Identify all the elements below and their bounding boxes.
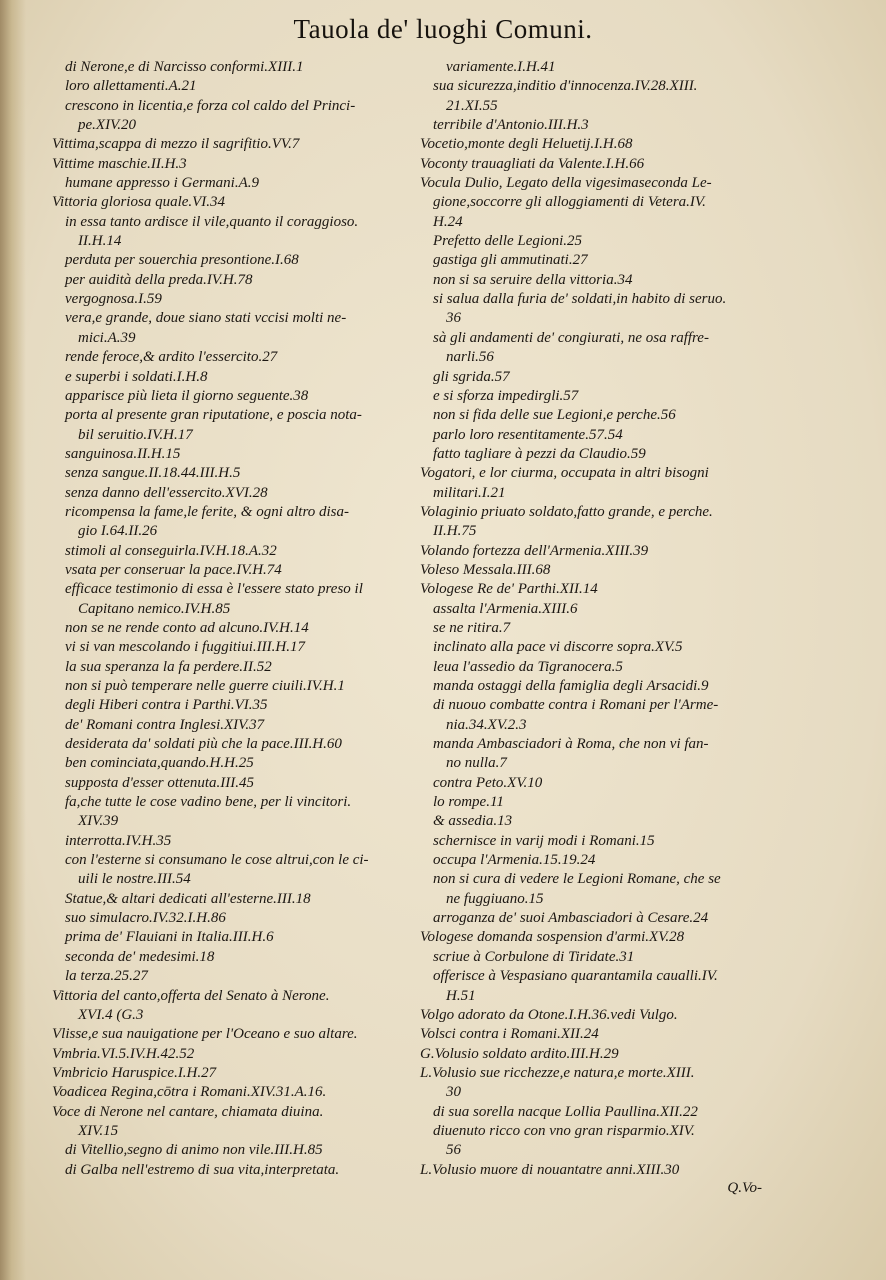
index-entry: la sua speranza la fa perdere.II.52 [65, 658, 272, 675]
catchword: Q.Vo- [727, 1180, 762, 1196]
index-entry: per auidità della preda.IV.H.78 [65, 271, 253, 288]
index-entry: uili le nostre.III.54 [78, 871, 191, 888]
index-entry: XVI.4 (G.3 [78, 1006, 144, 1023]
index-entry: la terza.25.27 [65, 968, 148, 985]
index-entry: contra Peto.XV.10 [433, 774, 543, 791]
index-entry: ricompensa la fame,le ferite, & ogni altro disa- [65, 503, 349, 520]
index-entry: humane appresso i Germani.A.9 [65, 175, 260, 192]
index-entry: lo rompe.11 [433, 794, 504, 811]
index-entry: manda ostaggi della famiglia degli Arsacidi.9 [433, 678, 709, 694]
index-entry: L.Volusio sue ricchezze,e natura,e morte.XIII. [420, 1064, 695, 1081]
index-entry: senza sangue.II.18.44.III.H.5 [65, 465, 241, 482]
index-entry: vi si van mescolando i fuggitiui.III.H.17 [65, 639, 305, 656]
index-entry: Voce di Nerone nel cantare, chiamata diuina. [52, 1103, 324, 1120]
index-entry: di Galba nell'estremo di sua vita,interpretata. [65, 1161, 340, 1178]
index-entry: di Nerone,e di Narcisso conformi.XIII.1 [65, 59, 304, 75]
index-entry: stimoli al conseguirla.IV.H.18.A.32 [65, 542, 277, 559]
index-entry: non si fida delle sue Legioni,e perche.56 [433, 407, 676, 424]
index-entry: Vittima,scappa di mezzo il sagrifitio.VV.7 [52, 136, 300, 153]
index-entry: Volgo adorato da Otone.I.H.36.vedi Vulgo. [420, 1006, 678, 1023]
index-entry: 21.XI.55 [446, 97, 498, 114]
index-entry: e superbi i soldati.I.H.8 [65, 368, 208, 385]
index-entry: non si può temperare nelle guerre ciuili.IV.H.1 [65, 678, 345, 694]
index-entry: Vmbricio Haruspice.I.H.27 [52, 1064, 217, 1081]
index-entry: sua sicurezza,inditio d'innocenza.IV.28.XIII. [433, 78, 698, 95]
index-entry: variamente.I.H.41 [446, 59, 556, 75]
index-entry: Volaginio priuato soldato,fatto grande, e perche. [420, 503, 713, 520]
index-entry: con l'esterne si consumano le cose altrui,con le ci- [65, 852, 369, 869]
index-entry: pe.XIV.20 [78, 117, 137, 134]
index-entry: Vittoria gloriosa quale.VI.34 [52, 194, 226, 211]
index-entry: di nuouo combatte contra i Romani per l'Arme- [433, 697, 719, 714]
index-entry: Capitano nemico.IV.H.85 [78, 600, 231, 617]
index-entry: II.H.14 [78, 233, 122, 250]
index-entry: Voconty trauagliati da Valente.I.H.66 [420, 155, 645, 172]
index-entry: non si cura di vedere le Legioni Romane, che se [433, 871, 721, 888]
index-entry: se ne ritira.7 [433, 619, 511, 636]
index-entry: scriue à Corbulone di Tiridate.31 [433, 948, 635, 965]
index-entry: in essa tanto ardisce il vile,quanto il coraggioso. [65, 213, 359, 230]
index-entry: schernisce in varij modi i Romani.15 [433, 832, 655, 849]
index-entry: supposta d'esser ottenuta.III.45 [65, 774, 255, 791]
index-entry: & assedia.13 [433, 813, 513, 830]
page-title: Tauola de' luoghi Comuni. [293, 14, 593, 44]
index-entry: non si sa seruire della vittoria.34 [433, 271, 633, 288]
index-entry: ben cominciata,quando.H.H.25 [65, 755, 254, 772]
index-entry: prima de' Flauiani in Italia.III.H.6 [65, 929, 274, 946]
index-entry: narli.56 [446, 349, 494, 366]
index-entry: leua l'assedio da Tigranocera.5 [433, 658, 623, 675]
index-entry: di sua sorella nacque Lollia Paullina.XII.22 [433, 1103, 698, 1120]
index-entry: Vologese Re de' Parthi.XII.14 [420, 581, 598, 598]
index-entry: senza danno dell'essercito.XVI.28 [65, 484, 268, 501]
index-entry: Vocetio,monte degli Heluetij.I.H.68 [420, 136, 633, 153]
index-entry: no nulla.7 [446, 755, 507, 772]
index-entry: interrotta.IV.H.35 [65, 832, 172, 849]
index-entry: L.Volusio muore di nouantatre anni.XIII.30 [420, 1161, 680, 1178]
index-entry: Voleso Messala.III.68 [420, 561, 551, 578]
index-entry: non se ne rende conto ad alcuno.IV.H.14 [65, 619, 309, 636]
index-entry: Volando fortezza dell'Armenia.XIII.39 [420, 542, 649, 559]
index-entry: Vocula Dulio, Legato della vigesimaseconda Le- [420, 175, 712, 192]
index-entry: 36 [446, 310, 461, 327]
index-entry: fatto tagliare à pezzi da Claudio.59 [433, 445, 646, 462]
index-entry: XIV.15 [78, 1122, 119, 1139]
index-entry: occupa l'Armenia.15.19.24 [433, 852, 596, 869]
index-entry: suo simulacro.IV.32.I.H.86 [65, 910, 226, 927]
index-entry: porta al presente gran riputatione, e poscia nota- [65, 407, 362, 424]
index-entry: gio I.64.II.26 [78, 523, 158, 540]
index-entry: Vogatori, e lor ciurma, occupata in altri bisogni [420, 465, 709, 482]
index-entry: gli sgrida.57 [433, 368, 510, 385]
index-entry: assalta l'Armenia.XIII.6 [433, 600, 578, 617]
index-entry: Prefetto delle Legioni.25 [433, 233, 582, 250]
index-entry: G.Volusio soldato ardito.III.H.29 [420, 1045, 619, 1062]
index-entry: e si sforza impedirgli.57 [433, 387, 579, 404]
index-entry: perduta per souerchia presontione.I.68 [65, 252, 299, 269]
index-entry: degli Hiberi contra i Parthi.VI.35 [65, 697, 268, 714]
index-entry: rende feroce,& ardito l'essercito.27 [65, 349, 278, 366]
index-entry: manda Ambasciadori à Roma, che non vi fan- [433, 736, 709, 753]
index-entry: Vmbria.VI.5.IV.H.42.52 [52, 1045, 195, 1062]
index-entry: loro allettamenti.A.21 [65, 78, 197, 95]
index-entry: nia.34.XV.2.3 [446, 716, 527, 733]
index-entry: si salua dalla furia de' soldati,in habito di seruo. [433, 291, 727, 308]
index-entry: desiderata da' soldati più che la pace.III.H.60 [65, 736, 342, 753]
index-entry: Vologese domanda sospension d'armi.XV.28 [420, 929, 685, 946]
binding-shadow [0, 0, 26, 1280]
index-entry: sanguinosa.II.H.15 [65, 445, 181, 462]
index-entry: terribile d'Antonio.III.H.3 [433, 117, 589, 134]
index-entry: Vittime maschie.II.H.3 [52, 155, 187, 172]
index-entry: 56 [446, 1142, 461, 1159]
index-column-left [52, 58, 412, 1180]
index-entry: H.51 [446, 987, 476, 1004]
index-entry: offerisce à Vespasiano quarantamila caualli.IV. [433, 968, 718, 985]
index-entry: arroganza de' suoi Ambasciadori à Cesare.24 [433, 910, 709, 927]
index-entry: gastiga gli ammutinati.27 [433, 252, 588, 269]
index-entry: inclinato alla pace vi discorre sopra.XV.5 [433, 639, 683, 656]
index-entry: 30 [446, 1084, 461, 1101]
index-entry: vera,e grande, doue siano stati vccisi molti ne- [65, 310, 347, 327]
index-entry: Statue,& altari dedicati all'esterne.III.18 [65, 890, 311, 907]
index-entry: gione,soccorre gli alloggiamenti di Vetera.IV. [433, 194, 706, 211]
index-entry: vergognosa.I.59 [65, 291, 162, 308]
index-entry: parlo loro resentitamente.57.54 [433, 426, 623, 443]
index-entry: mici.A.39 [78, 329, 136, 346]
index-entry: ne fuggiuano.15 [446, 890, 544, 907]
index-entry: de' Romani contra Inglesi.XIV.37 [65, 716, 265, 733]
index-entry: di Vitellio,segno di animo non vile.III.H.85 [65, 1142, 323, 1159]
index-entry: Volsci contra i Romani.XII.24 [420, 1026, 599, 1043]
index-entry: crescono in licentia,e forza col caldo del Princi- [65, 97, 356, 114]
index-entry: fa,che tutte le cose vadino bene, per li vincitori. [65, 794, 352, 811]
index-entry: Vlisse,e sua nauigatione per l'Oceano e suo altare. [52, 1026, 358, 1043]
index-entry: militari.I.21 [433, 484, 506, 501]
index-entry: Vittoria del canto,offerta del Senato à Nerone. [52, 987, 330, 1004]
index-entry: sà gli andamenti de' congiurati, ne osa raffre- [433, 329, 709, 346]
index-entry: efficace testimonio di essa è l'essere stato preso il [65, 581, 363, 598]
index-entry: diuenuto ricco con vno gran risparmio.XIV. [433, 1122, 695, 1139]
index-entry: XIV.39 [78, 813, 119, 830]
index-entry: vsata per conseruar la pace.IV.H.74 [65, 561, 282, 578]
index-entry: II.H.75 [433, 523, 477, 540]
index-entry: apparisce più lieta il giorno seguente.38 [65, 387, 309, 404]
index-column-right [420, 58, 770, 1180]
index-entry: H.24 [433, 213, 463, 230]
index-entry: bil seruitio.IV.H.17 [78, 426, 193, 443]
index-entry: Voadicea Regina,cōtra i Romani.XIV.31.A.16. [52, 1084, 327, 1101]
index-entry: seconda de' medesimi.18 [65, 948, 215, 965]
